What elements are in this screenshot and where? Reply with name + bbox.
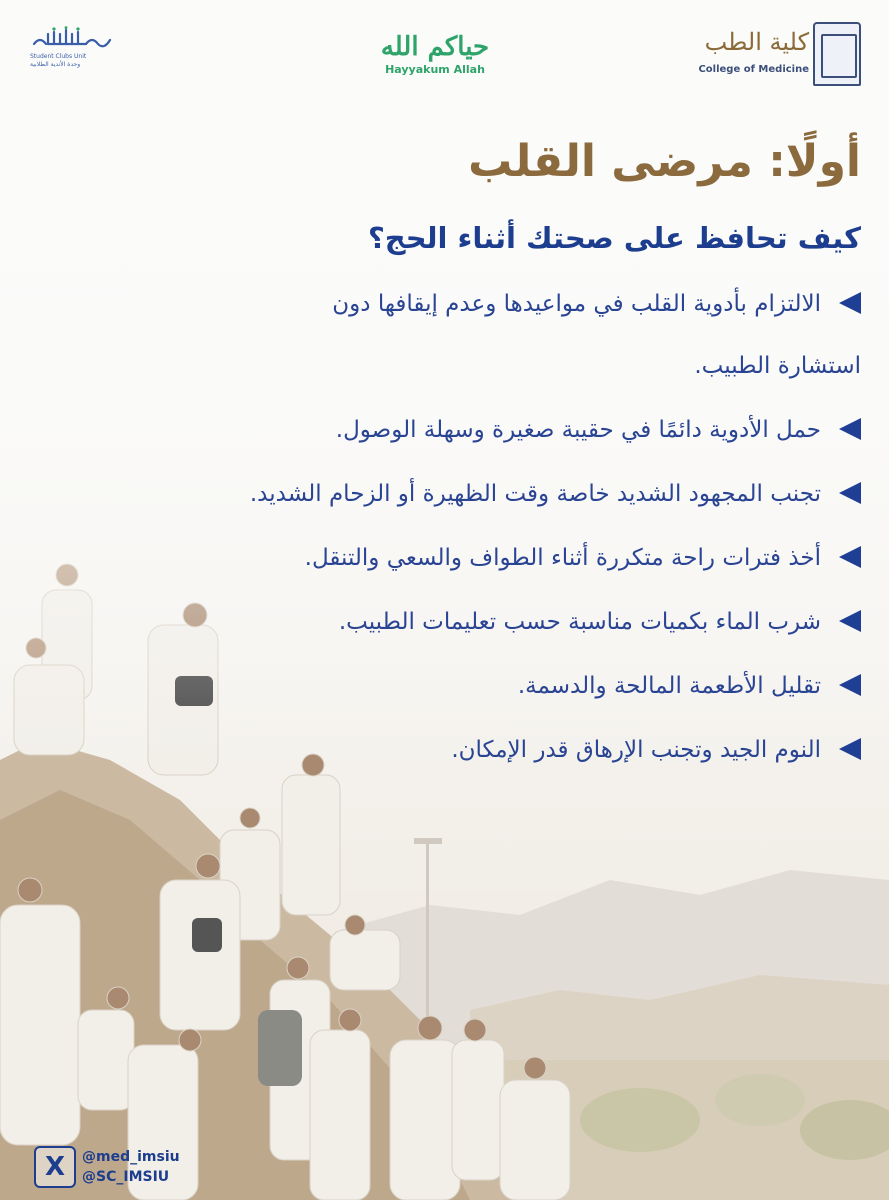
list-item-text: تقليل الأطعمة المالحة والدسمة. [517,673,821,699]
list-item-text: شرب الماء بكميات مناسبة حسب تعليمات الطبيب. [338,609,821,635]
student-clubs-logo [30,26,120,72]
student-clubs-english: Student Clubs Unit [30,53,87,60]
list-item-continuation: استشارة الطبيب. [694,353,861,379]
social-handle[interactable]: @SC_IMSIU [82,1169,170,1185]
list-item [201,726,861,774]
page-subtitle: كيف تحافظ على صحتك أثناء الحج؟ [367,221,861,255]
bullet-arrow-icon [839,610,861,632]
bullet-arrow-icon [839,482,861,504]
student-clubs-mark-icon [30,26,114,52]
hayyakum-logo-arabic: حياكم الله [380,32,490,62]
page-title: أولًا: مرضى القلب [468,136,861,187]
header [0,0,889,110]
social-handle[interactable]: @med_imsiu [82,1149,180,1165]
bullet-arrow-icon [839,738,861,760]
bullet-arrow-icon [839,546,861,568]
list-item-text: حمل الأدوية دائمًا في حقيبة صغيرة وسهلة الوصول. [335,417,821,443]
list-item [201,280,861,390]
university-crest-icon [813,22,861,86]
bullet-arrow-icon [839,418,861,440]
hayyakum-logo-english: Hayyakum Allah [385,63,485,76]
bullet-arrow-icon [839,674,861,696]
list-item [201,470,861,518]
list-item [201,598,861,646]
list-item-text: تجنب المجهود الشديد خاصة وقت الظهيرة أو الزحام الشديد. [249,481,821,507]
list-item-text: أخذ فترات راحة متكررة أثناء الطواف والسعي والتنقل. [304,545,821,571]
list-item [201,662,861,710]
list-item [201,534,861,582]
list-item-text: النوم الجيد وتجنب الإرهاق قدر الإمكان. [451,737,821,763]
college-of-medicine-logo [698,22,861,88]
hayyakum-allah-logo [370,30,500,90]
bullet-arrow-icon [839,292,861,314]
college-logo-arabic: كلية الطب [704,28,809,56]
x-icon[interactable]: X [34,1146,76,1188]
student-clubs-arabic: وحدة الأندية الطلابية [30,61,81,68]
tips-list [201,280,861,774]
social-handles [30,1144,230,1190]
college-logo-english: College of Medicine [698,64,809,75]
list-item [201,406,861,454]
list-item-text: الالتزام بأدوية القلب في مواعيدها وعدم إيقافها دون [332,291,821,317]
